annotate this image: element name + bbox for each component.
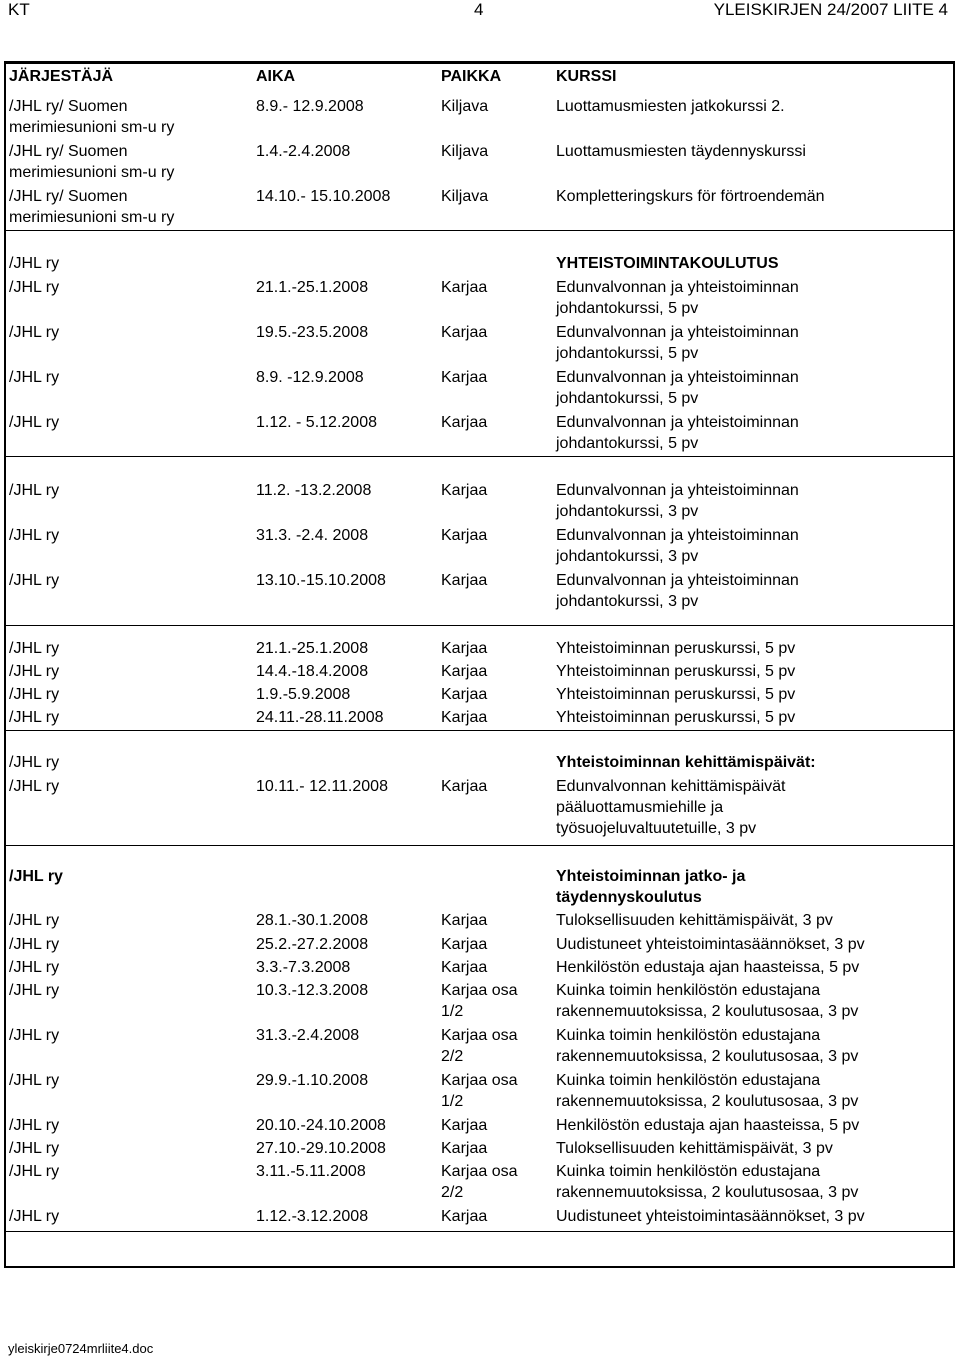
header-organizer: JÄRJESTÄJÄ — [9, 68, 114, 85]
place-cell: Karjaa osa 1/2 — [441, 1072, 518, 1110]
course-cell: Edunvalvonnan ja yhteistoiminnan johdantokurssi, 3 pv — [556, 572, 799, 610]
organizer-cell: /JHL ry — [9, 778, 60, 795]
date-cell: 27.10.-29.10.2008 — [256, 1140, 386, 1157]
organizer-cell: /JHL ry — [9, 1140, 60, 1157]
date-cell: 28.1.-30.1.2008 — [256, 912, 369, 929]
course-cell: Yhteistoiminnan kehittämispäivät: — [556, 754, 816, 771]
course-cell: Edunvalvonnan ja yhteistoiminnan johdantokurssi, 5 pv — [556, 414, 799, 452]
course-cell: Yhteistoiminnan peruskurssi, 5 pv — [556, 640, 796, 657]
course-cell: Kompletteringskurs för förtroendemän — [556, 188, 825, 205]
course-cell: Edunvalvonnan ja yhteistoiminnan johdantokurssi, 3 pv — [556, 527, 799, 565]
organizer-cell: /JHL ry — [9, 868, 63, 885]
header-course: KURSSI — [556, 68, 617, 85]
organizer-cell: /JHL ry — [9, 1027, 60, 1044]
date-cell: 21.1.-25.1.2008 — [256, 279, 369, 296]
organizer-cell: /JHL ry — [9, 686, 60, 703]
date-cell: 21.1.-25.1.2008 — [256, 640, 369, 657]
organizer-cell: /JHL ry — [9, 640, 60, 657]
date-cell: 3.3.-7.3.2008 — [256, 959, 351, 976]
place-cell: Karjaa — [441, 912, 488, 929]
organizer-cell: /JHL ry — [9, 572, 60, 589]
organizer-cell: /JHL ry — [9, 959, 60, 976]
date-cell: 3.11.-5.11.2008 — [256, 1163, 366, 1180]
place-cell: Karjaa — [441, 527, 488, 544]
footer-filename: yleiskirje0724mrliite4.doc — [8, 1341, 154, 1356]
course-cell: YHTEISTOIMINTAKOULUTUS — [556, 255, 779, 272]
course-cell: Edunvalvonnan ja yhteistoiminnan johdantokurssi, 5 pv — [556, 324, 799, 362]
organizer-cell: /JHL ry/ Suomen merimiesunioni sm-u ry — [9, 188, 175, 226]
course-cell: Edunvalvonnan ja yhteistoiminnan johdantokurssi, 5 pv — [556, 369, 799, 407]
course-cell: Yhteistoiminnan jatko- ja täydennyskoulutus — [556, 868, 746, 906]
place-cell: Karjaa — [441, 640, 488, 657]
place-cell: Karjaa — [441, 572, 488, 589]
course-cell: Kuinka toimin henkilöstön edustajana rakennemuutoksissa, 2 koulutusosaa, 3 pv — [556, 1027, 859, 1065]
date-cell: 14.4.-18.4.2008 — [256, 663, 369, 680]
organizer-cell: /JHL ry — [9, 936, 60, 953]
organizer-cell: /JHL ry — [9, 709, 60, 726]
section-divider — [6, 456, 953, 457]
course-cell: Henkilöstön edustaja ajan haasteissa, 5 pv — [556, 959, 860, 976]
organizer-cell: /JHL ry — [9, 482, 60, 499]
header-right: YLEISKIRJEN 24/2007 LIITE 4 — [713, 0, 948, 19]
organizer-cell: /JHL ry — [9, 1117, 60, 1134]
course-cell: Kuinka toimin henkilöstön edustajana rakennemuutoksissa, 2 koulutusosaa, 3 pv — [556, 1072, 859, 1110]
organizer-cell: /JHL ry — [9, 255, 60, 272]
course-cell: Yhteistoiminnan peruskurssi, 5 pv — [556, 663, 796, 680]
place-cell: Karjaa — [441, 369, 488, 386]
course-cell: Yhteistoiminnan peruskurssi, 5 pv — [556, 686, 796, 703]
place-cell: Karjaa — [441, 686, 488, 703]
organizer-cell: /JHL ry — [9, 527, 60, 544]
header-place: PAIKKA — [441, 68, 502, 85]
date-cell: 1.9.-5.9.2008 — [256, 686, 351, 703]
place-cell: Karjaa — [441, 1140, 488, 1157]
organizer-cell: /JHL ry — [9, 912, 60, 929]
organizer-cell: /JHL ry — [9, 1163, 60, 1180]
place-cell: Karjaa osa 2/2 — [441, 1027, 518, 1065]
organizer-cell: /JHL ry — [9, 1208, 60, 1225]
organizer-cell: /JHL ry — [9, 279, 60, 296]
section-divider — [6, 230, 953, 231]
date-cell: 24.11.-28.11.2008 — [256, 709, 384, 726]
organizer-cell: /JHL ry — [9, 1072, 60, 1089]
course-cell: Tuloksellisuuden kehittämispäivät, 3 pv — [556, 912, 833, 929]
date-cell: 1.4.-2.4.2008 — [256, 143, 351, 160]
place-cell: Kiljava — [441, 98, 489, 115]
date-cell: 10.11.- 12.11.2008 — [256, 778, 388, 795]
course-cell: Edunvalvonnan ja yhteistoiminnan johdantokurssi, 3 pv — [556, 482, 799, 520]
date-cell: 1.12. - 5.12.2008 — [256, 414, 377, 431]
course-cell: Luottamusmiesten jatkokurssi 2. — [556, 98, 785, 115]
place-cell: Karjaa — [441, 482, 488, 499]
section-divider — [6, 1231, 953, 1232]
place-cell: Karjaa — [441, 414, 488, 431]
date-cell: 29.9.-1.10.2008 — [256, 1072, 369, 1089]
date-cell: 1.12.-3.12.2008 — [256, 1208, 369, 1225]
date-cell: 31.3. -2.4. 2008 — [256, 527, 369, 544]
date-cell: 14.10.- 15.10.2008 — [256, 188, 391, 205]
date-cell: 10.3.-12.3.2008 — [256, 982, 369, 999]
place-cell: Karjaa — [441, 778, 488, 795]
place-cell: Karjaa osa 2/2 — [441, 1163, 518, 1201]
organizer-cell: /JHL ry — [9, 324, 60, 341]
organizer-cell: /JHL ry — [9, 414, 60, 431]
place-cell: Karjaa — [441, 279, 488, 296]
place-cell: Karjaa osa 1/2 — [441, 982, 518, 1020]
organizer-cell: /JHL ry — [9, 369, 60, 386]
page-header — [0, 0, 960, 24]
place-cell: Kiljava — [441, 188, 489, 205]
date-cell: 19.5.-23.5.2008 — [256, 324, 369, 341]
place-cell: Karjaa — [441, 663, 488, 680]
organizer-cell: /JHL ry — [9, 754, 60, 771]
course-cell: Edunvalvonnan kehittämispäivät pääluottamusmiehille ja työsuojeluvaltuutetuille, 3 pv — [556, 778, 786, 837]
course-cell: Kuinka toimin henkilöstön edustajana rakennemuutoksissa, 2 koulutusosaa, 3 pv — [556, 982, 859, 1020]
course-cell: Kuinka toimin henkilöstön edustajana rakennemuutoksissa, 2 koulutusosaa, 3 pv — [556, 1163, 859, 1201]
organizer-cell: /JHL ry — [9, 982, 60, 999]
course-cell: Tuloksellisuuden kehittämispäivät, 3 pv — [556, 1140, 833, 1157]
section-divider — [6, 845, 953, 846]
course-cell: Uudistuneet yhteistoimintasäännökset, 3 pv — [556, 1208, 865, 1225]
header-page-number: 4 — [474, 0, 484, 19]
date-cell: 11.2. -13.2.2008 — [256, 482, 372, 499]
place-cell: Karjaa — [441, 936, 488, 953]
date-cell: 13.10.-15.10.2008 — [256, 572, 386, 589]
course-cell: Uudistuneet yhteistoimintasäännökset, 3 pv — [556, 936, 865, 953]
date-cell: 8.9. -12.9.2008 — [256, 369, 364, 386]
course-cell: Edunvalvonnan ja yhteistoiminnan johdantokurssi, 5 pv — [556, 279, 799, 317]
header-time: AIKA — [256, 68, 296, 85]
place-cell: Karjaa — [441, 1117, 488, 1134]
section-divider — [6, 625, 953, 626]
header-left: KT — [8, 0, 30, 19]
place-cell: Karjaa — [441, 709, 488, 726]
date-cell: 20.10.-24.10.2008 — [256, 1117, 386, 1134]
place-cell: Karjaa — [441, 324, 488, 341]
place-cell: Kiljava — [441, 143, 489, 160]
date-cell: 25.2.-27.2.2008 — [256, 936, 369, 953]
place-cell: Karjaa — [441, 1208, 488, 1225]
date-cell: 8.9.- 12.9.2008 — [256, 98, 364, 115]
organizer-cell: /JHL ry/ Suomen merimiesunioni sm-u ry — [9, 98, 175, 136]
organizer-cell: /JHL ry/ Suomen merimiesunioni sm-u ry — [9, 143, 175, 181]
course-cell: Luottamusmiesten täydennyskurssi — [556, 143, 806, 160]
course-cell: Yhteistoiminnan peruskurssi, 5 pv — [556, 709, 796, 726]
organizer-cell: /JHL ry — [9, 663, 60, 680]
course-cell: Henkilöstön edustaja ajan haasteissa, 5 pv — [556, 1117, 860, 1134]
section-divider — [6, 730, 953, 731]
place-cell: Karjaa — [441, 959, 488, 976]
date-cell: 31.3.-2.4.2008 — [256, 1027, 360, 1044]
